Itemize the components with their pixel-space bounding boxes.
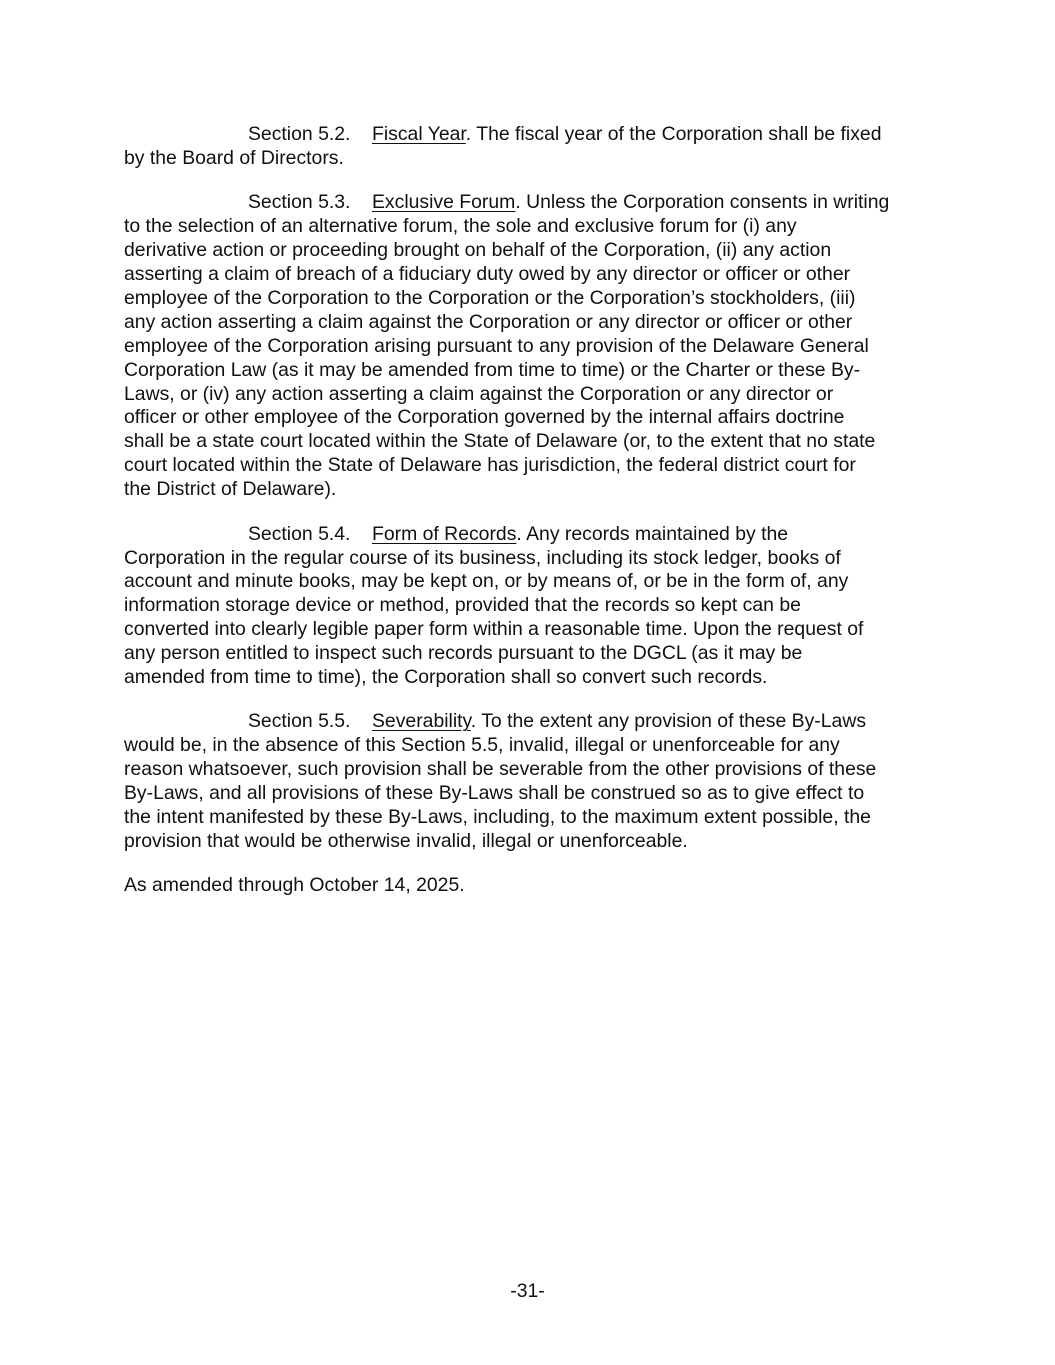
section-body: To the extent any provision of these By-Laws would be, in the absence of this Section 5.5, invalid, illegal or unenforceable for any reason whatsoever, such provision shall be severable from the other provisions of these By-Laws, and all provisions of these By-Laws shall be construed so as to give effect to the intent manifested by these By-Laws, including, to the maximum extent possible, the provision that would be otherwise invalid, illegal or unenforceable. (124, 710, 877, 852)
section-body: Any records maintained by the Corporation in the regular course of its business, including its stock ledger, books of account and minute books, may be kept on, or by means of, or be in the form of, any information storage device or method, provided that the records so kept can be converted into clearly legible paper form within a reasonable time. Upon the request of any person entitled to inspect such records pursuant to the DGCL (as it may be amended from time to time), the Corporation shall so convert such records. (124, 522, 864, 689)
section-heading: Exclusive Forum (372, 191, 516, 214)
section-5-2: Section 5.2. Fiscal Year. The fiscal year of the Corporation shall be fixed by the Board of Directors. (124, 123, 882, 169)
page-number: -31- (510, 1280, 545, 1302)
section-5-3: Section 5.3. Exclusive Forum. Unless the Corporation consents in writing to the selection of an alternative forum, the sole and exclusive forum for (i) any derivative action or proceeding brought on behalf of the Corporation, (ii) any action asserting a claim of breach of a fiduciary duty owed by any director or officer or other employee of the Corporation to the Corporation or the Corporation’s stockholders, (iii) any action asserting a claim against the Corporation or any director or officer or other employee of the Corporation arising pursuant to any provision of the Delaware General Corporation Law (as it may be amended from time to time) or the Charter or these By- Laws, or (iv) any action asserting a claim against the Corporation or any director or officer or other employee of the Corporation governed by the internal affairs doctrine shall be a state court located within the State of Delaware (or, to the extent that no state court located within the State of Delaware has jurisdiction, the federal district court for the District of Delaware). (124, 191, 890, 501)
section-body: Unless the Corporation consents in writing to the selection of an alternative forum, the sole and exclusive forum for (i) any derivative action or proceeding brought on behalf of the Corporation, (ii) any action asserting a claim of breach of a fiduciary duty owed by any director or officer or other employee of the Corporation to the Corporation or the Corporation’s stockholders, (iii) any action asserting a claim against the Corporation or any director or officer or other employee of the Corporation arising pursuant to any provision of the Delaware General Corporation Law (as it may be amended from time to time) or the Charter or these By- Laws, or (iv) any action asserting a claim against the Corporation or any director or officer or other employee of the Corporation governed by the internal affairs doctrine shall be a state court located within the State of Delaware (or, to the extent that no state court located within the State of Delaware has jurisdiction, the federal district court for the District of Delaware). (124, 191, 890, 501)
section-5-4: Section 5.4. Form of Records. Any records maintained by the Corporation in the regular course of its business, including its stock ledger, books of account and minute books, may be kept on, or by means of, or be in the form of, any information storage device or method, provided that the records so kept can be converted into clearly legible paper form within a reasonable time. Upon the request of any person entitled to inspect such records pursuant to the DGCL (as it may be amended from time to time), the Corporation shall so convert such records. (124, 522, 864, 689)
section-heading: Severability (372, 710, 471, 733)
section-body: The fiscal year of the Corporation shall be fixed by the Board of Directors. (124, 123, 882, 169)
section-number: Section 5.5. (248, 710, 351, 733)
section-heading: Fiscal Year (372, 123, 466, 145)
section-number: Section 5.3. (248, 191, 351, 214)
section-number: Section 5.4. (248, 522, 351, 545)
amendment-note: As amended through October 14, 2025. (124, 874, 465, 897)
section-5-5: Section 5.5. Severability. To the extent any provision of these By-Laws would be, in the absence of this Section 5.5, invalid, illegal or unenforceable for any reason whatsoever, such provision shall be severable from the other provisions of these By-Laws, and all provisions of these By-Laws shall be construed so as to give effect to the intent manifested by these By-Laws, including, to the maximum extent possible, the provision that would be otherwise invalid, illegal or unenforceable. (124, 710, 877, 852)
document-page (124, 123, 936, 898)
section-number: Section 5.2. (248, 123, 351, 145)
section-heading: Form of Records (372, 522, 517, 545)
